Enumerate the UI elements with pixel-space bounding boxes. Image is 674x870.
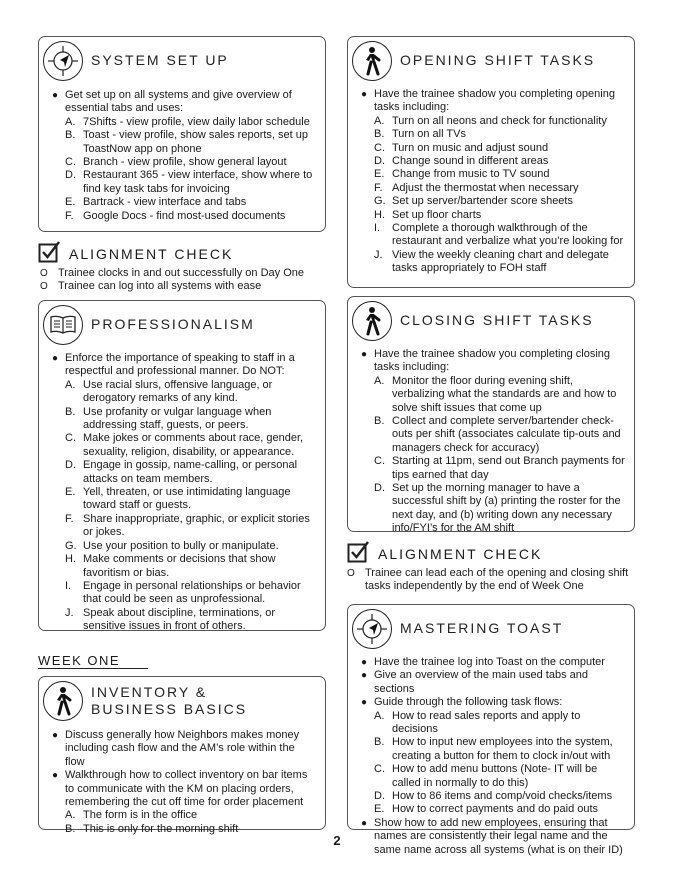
list-item: D. How to 86 items and comp/void checks/items <box>374 790 613 803</box>
list-item: C. Turn on music and adjust sound <box>374 141 549 154</box>
list-item: B. Use profanity or vulgar language when addressing staff, guests, or peers. <box>65 405 272 432</box>
checkbox-icon <box>347 541 369 567</box>
closing-shift-header <box>352 301 594 341</box>
list-item: A. How to read sales reports and apply to decisions <box>374 709 581 736</box>
list-item: C. Starting at 11pm, send out Branch payments for tips earned that day <box>374 455 625 481</box>
mastering-toast-body <box>354 656 626 857</box>
list-item: ● Show how to add new employees, ensuring that names are consistently their legal name and the same name across all systems (what is on their ID) <box>360 816 623 856</box>
list-item: E. Bartrack - view interface and tabs <box>65 196 247 209</box>
mastering-toast-title: MASTERING TOAST <box>400 620 564 637</box>
list-item: F. Adjust the thermostat when necessary <box>374 181 579 194</box>
opening-shift-box <box>347 36 635 288</box>
inventory-box <box>38 676 326 835</box>
list-item: B. This is only for the morning shift <box>65 822 239 835</box>
professionalism-title: PROFESSIONALISM <box>91 316 255 333</box>
list-item: A. Turn on all neons and check for functionality <box>374 114 607 127</box>
list-item: C. How to add menu buttons (Note- IT will be called in normally to do this) <box>374 763 598 789</box>
list-item: I. Complete a thorough walkthrough of the restaurant and verbalize what you’re looking for <box>374 222 624 248</box>
list-item: B. Toast - view profile, show sales reports, set up ToastNow app on phone <box>65 129 308 155</box>
system-set-up-intro: Get set up on all systems and give overview of essential tabs and uses: <box>65 89 292 115</box>
list-item: C. Branch - view profile, show general layout <box>65 156 287 169</box>
professionalism-body <box>45 352 317 634</box>
list-item: ● Give an overview of the main used tabs and sections <box>360 669 589 695</box>
list-item: ● Have the trainee shadow you completing closing tasks including: <box>360 348 611 374</box>
list-item: B. Turn on all TVs <box>374 128 466 141</box>
list-item: H. Make comments or decisions that show favoritism or bias. <box>65 553 276 579</box>
list-item: ● Discuss generally how Neighbors makes money including cash flow and the AM’s role within the flow <box>51 729 300 768</box>
system-set-up-body <box>45 89 317 223</box>
empty-circle-icon: O <box>40 281 48 293</box>
list-item: ● Have the trainee log into Toast on the computer <box>360 656 605 668</box>
list-item: J. Speak about discipline, terminations, or sensitive issues in front of others. <box>65 606 275 633</box>
page-number: 2 <box>333 833 341 848</box>
alignment-check-title: ALIGNMENT CHECK <box>378 545 543 562</box>
closing-shift-body <box>354 348 626 536</box>
checklist-item: O Trainee clocks in and out successfully on Day One <box>40 267 304 279</box>
list-item: B. How to input new employees into the system, creating a button for them to clock in/out with <box>374 736 613 762</box>
list-item: A. Monitor the floor during evening shift, verbalizing what the standards are and how to solve shift issues that come up <box>374 374 617 414</box>
opening-shift-body <box>354 88 626 276</box>
alignment-check-title: ALIGNMENT CHECK <box>69 245 234 262</box>
mastering-toast-header <box>352 609 563 649</box>
inventory-title: INVENTORY & BUSINESS BASICS <box>91 684 248 717</box>
list-item: D. Set up the morning manager to have a successful shift by (a) printing the roster for the next day, and (b) writing down any necessary info/FYI’s for the AM shift <box>374 482 621 535</box>
checklist-item: O Trainee can lead each of the opening and closing shift tasks independently by the end of Week One <box>347 567 629 593</box>
list-item: D. Change sound in different areas <box>374 155 549 168</box>
walking-person-icon <box>352 301 392 341</box>
closing-shift-title: CLOSING SHIFT TASKS <box>400 312 594 329</box>
list-item: ● Enforce the importance of speaking to staff in a respectful and professional manner. Do NOT: <box>51 352 295 378</box>
list-item: C. Make jokes or comments about race, gender, sexuality, religion, disability, or appearance. <box>65 432 304 458</box>
walking-person-icon <box>352 41 392 81</box>
inventory-body <box>45 729 317 836</box>
list-item: ● Get set up on all systems and give overview of essential tabs and uses: <box>45 89 317 116</box>
week-one-heading: WEEK ONE <box>38 654 148 669</box>
empty-circle-icon: O <box>40 268 48 279</box>
list-item: A. 7Shifts - view profile, view daily labor schedule <box>65 115 310 128</box>
mastering-toast-box <box>347 604 635 856</box>
list-item: D. Restaurant 365 - view interface, show where to find key task tabs for invoicing <box>65 169 313 195</box>
alignment-check-list <box>347 567 637 594</box>
list-item: D. Engage in gossip, name-calling, or personal attacks on team members. <box>65 459 298 485</box>
list-item: G. Set up server/bartender score sheets <box>374 195 573 208</box>
book-icon <box>43 305 83 345</box>
list-item: B. Collect and complete server/bartender check-outs per shift (associates calculate tip-outs and managers check for accuracy) <box>374 415 621 454</box>
professionalism-box <box>38 300 326 631</box>
alignment-check-header <box>38 241 233 267</box>
alignment-check-list <box>40 267 330 294</box>
walking-person-icon <box>43 681 83 721</box>
opening-shift-header <box>352 41 595 81</box>
opening-shift-title: OPENING SHIFT TASKS <box>400 52 596 69</box>
list-item: E. Change from music to TV sound <box>374 168 550 181</box>
checklist-item: O Trainee can log into all systems with ease <box>40 280 262 293</box>
system-set-up-box <box>38 36 326 232</box>
closing-shift-box <box>347 296 635 535</box>
list-item: E. How to correct payments and do paid outs <box>374 803 599 816</box>
compass-icon <box>352 609 392 649</box>
alignment-check-header <box>347 541 542 567</box>
professionalism-header <box>43 305 255 345</box>
list-item: A. Use racial slurs, offensive language, or derogatory remarks of any kind. <box>65 378 273 405</box>
list-item: A. The form is in the office <box>65 809 198 822</box>
list-item: ● Have the trainee shadow you completing opening tasks including: <box>360 88 615 114</box>
list-item: H. Set up floor charts <box>374 208 482 221</box>
checkbox-icon <box>38 241 60 267</box>
inventory-header <box>43 681 291 721</box>
list-item: ● Walkthrough how to collect inventory on bar items to communicate with the KM on placing orders, remembering the cut off time for order placement <box>51 769 308 809</box>
system-set-up-title: SYSTEM SET UP <box>91 52 229 69</box>
system-set-up-header <box>43 41 229 81</box>
list-item: ● Guide through the following task flows: <box>360 696 563 709</box>
empty-circle-icon: O <box>347 568 355 579</box>
list-item: F. Share inappropriate, graphic, or explicit stories or jokes. <box>65 512 310 539</box>
list-item: G. Use your position to bully or manipulate. <box>65 539 279 552</box>
list-item: E. Yell, threaten, or use intimidating language toward staff or guests. <box>65 486 291 512</box>
list-item: I. Engage in personal relationships or behavior that could be seen as unprofessional. <box>65 579 301 606</box>
compass-icon <box>43 41 83 81</box>
list-item: F. Google Docs - find most-used documents <box>65 209 286 222</box>
list-item: J. View the weekly cleaning chart and delegate tasks appropriately to FOH staff <box>374 248 609 275</box>
